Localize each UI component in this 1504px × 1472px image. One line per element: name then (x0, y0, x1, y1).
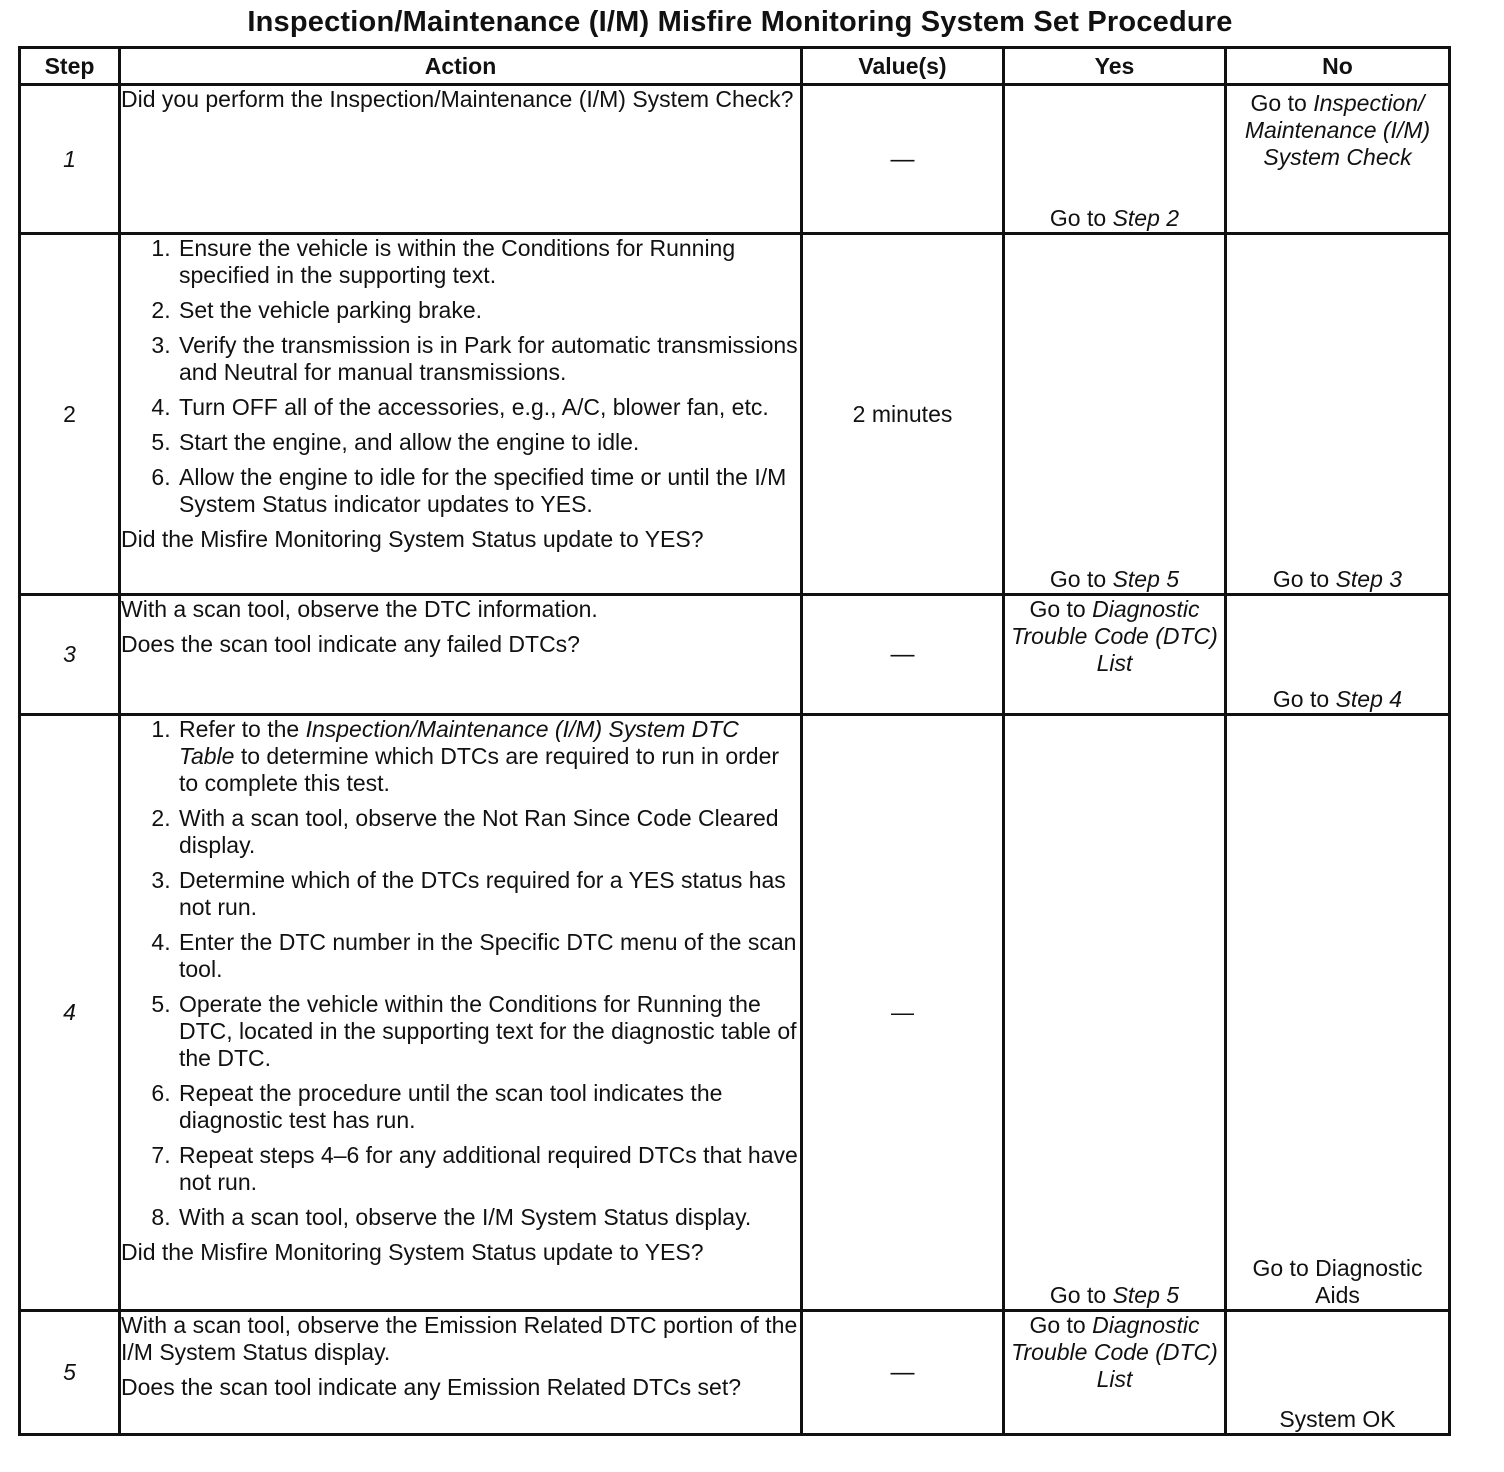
action-text: Did you perform the Inspection/Maintenance (I/M) System Check? (121, 86, 794, 112)
action-question: Did the Misfire Monitoring System Status update to YES? (121, 526, 704, 552)
no-cell (1226, 1311, 1450, 1435)
list-item: 1. Ensure the vehicle is within the Conditions for Running specified in the supporting text. (177, 235, 800, 289)
yes-cell[interactable] (1004, 85, 1226, 234)
no-prefix: Go to (1272, 566, 1336, 592)
action-steps-list (121, 716, 800, 1231)
dtc-table-link[interactable]: Inspection/Maintenance (I/M) System DTC Table (179, 716, 739, 769)
action-cell (120, 1311, 802, 1435)
action-text: With a scan tool, observe the Emission Related DTC portion of the I/M System Status display. (121, 1312, 798, 1365)
list-item: 4. Turn OFF all of the accessories, e.g., A/C, blower fan, etc. (177, 394, 800, 421)
procedure-table (18, 46, 1451, 1436)
yes-prefix: Go to (1049, 205, 1113, 231)
header-no: No (1226, 48, 1450, 85)
value-cell: — (802, 1311, 1004, 1435)
no-text[interactable]: Go to Diagnostic Aids (1252, 1255, 1423, 1308)
yes-cell[interactable] (1004, 1311, 1226, 1435)
header-yes: Yes (1004, 48, 1226, 85)
list-item: 5. Start the engine, and allow the engine to idle. (177, 429, 800, 456)
list-item: 4. Enter the DTC number in the Specific DTC menu of the scan tool. (177, 929, 800, 983)
yes-link[interactable]: Step 5 (1112, 1282, 1180, 1308)
action-steps-list (121, 235, 800, 518)
value-cell: — (802, 715, 1004, 1311)
no-link[interactable]: Inspection/ Maintenance (I/M) System Check (1244, 90, 1431, 170)
yes-prefix: Go to (1049, 566, 1113, 592)
no-prefix: Go to (1250, 90, 1314, 116)
step-number: 2 (20, 234, 120, 595)
action-cell (120, 715, 802, 1311)
page-title: Inspection/Maintenance (I/M) Misfire Monitoring System Set Procedure (247, 6, 1233, 38)
no-text: System OK (1279, 1406, 1396, 1432)
list-item: 3. Determine which of the DTCs required for a YES status has not run. (177, 867, 800, 921)
no-link[interactable]: Step 3 (1335, 566, 1403, 592)
list-item: 5. Operate the vehicle within the Conditions for Running the DTC, located in the supporting text for the diagnostic table of the DTC. (177, 991, 800, 1072)
list-item: 3. Verify the transmission is in Park for automatic transmissions and Neutral for manual transmissions. (177, 332, 800, 386)
action-question: Does the scan tool indicate any Emission Related DTCs set? (121, 1374, 742, 1400)
step-number: 3 (20, 595, 120, 715)
value-cell: — (802, 85, 1004, 234)
action-question: Did the Misfire Monitoring System Status update to YES? (121, 1239, 704, 1265)
action-text: With a scan tool, observe the DTC information. (121, 596, 598, 622)
yes-link[interactable]: Diagnostic Trouble Code (DTC) List (1011, 1312, 1218, 1392)
table-row-step-5 (20, 1311, 1450, 1435)
no-cell[interactable] (1226, 234, 1450, 595)
list-item: 6. Allow the engine to idle for the specified time or until the I/M System Status indicator updates to YES. (177, 464, 800, 518)
list-item: 2. With a scan tool, observe the Not Ran Since Code Cleared display. (177, 805, 800, 859)
table-row-step-2 (20, 234, 1450, 595)
no-link[interactable]: Step 4 (1335, 686, 1403, 712)
no-prefix: Go to (1272, 686, 1336, 712)
yes-cell[interactable] (1004, 715, 1226, 1311)
list-item: 6. Repeat the procedure until the scan tool indicates the diagnostic test has run. (177, 1080, 800, 1134)
table-header-row (20, 48, 1450, 85)
value-cell: 2 minutes (802, 234, 1004, 595)
table-row-step-3 (20, 595, 1450, 715)
step-number: 4 (20, 715, 120, 1311)
no-cell[interactable] (1226, 595, 1450, 715)
action-cell (120, 234, 802, 595)
yes-link[interactable]: Step 2 (1112, 205, 1180, 231)
list-item (177, 716, 800, 797)
yes-prefix: Go to (1029, 1312, 1093, 1338)
header-values: Value(s) (802, 48, 1004, 85)
header-step: Step (20, 48, 120, 85)
yes-prefix: Go to (1049, 1282, 1113, 1308)
no-cell[interactable] (1226, 85, 1450, 234)
yes-cell[interactable] (1004, 234, 1226, 595)
table-row-step-1 (20, 85, 1450, 234)
action-question: Does the scan tool indicate any failed DTCs? (121, 631, 580, 657)
item-suffix: to determine which DTCs are required to run in order to complete this test. (179, 743, 780, 796)
yes-prefix: Go to (1029, 596, 1093, 622)
yes-link[interactable]: Diagnostic Trouble Code (DTC) List (1011, 596, 1218, 676)
yes-link[interactable]: Step 5 (1112, 566, 1180, 592)
list-item: 7. Repeat steps 4–6 for any additional required DTCs that have not run. (177, 1142, 800, 1196)
no-cell[interactable] (1226, 715, 1450, 1311)
header-action: Action (120, 48, 802, 85)
step-number: 1 (20, 85, 120, 234)
list-item: 2. Set the vehicle parking brake. (177, 297, 800, 324)
action-cell (120, 85, 802, 234)
table-row-step-4 (20, 715, 1450, 1311)
action-cell (120, 595, 802, 715)
yes-cell[interactable] (1004, 595, 1226, 715)
step-number: 5 (20, 1311, 120, 1435)
value-cell: — (802, 595, 1004, 715)
list-item: 8. With a scan tool, observe the I/M System Status display. (177, 1204, 800, 1231)
item-prefix: Refer to the (179, 716, 306, 742)
